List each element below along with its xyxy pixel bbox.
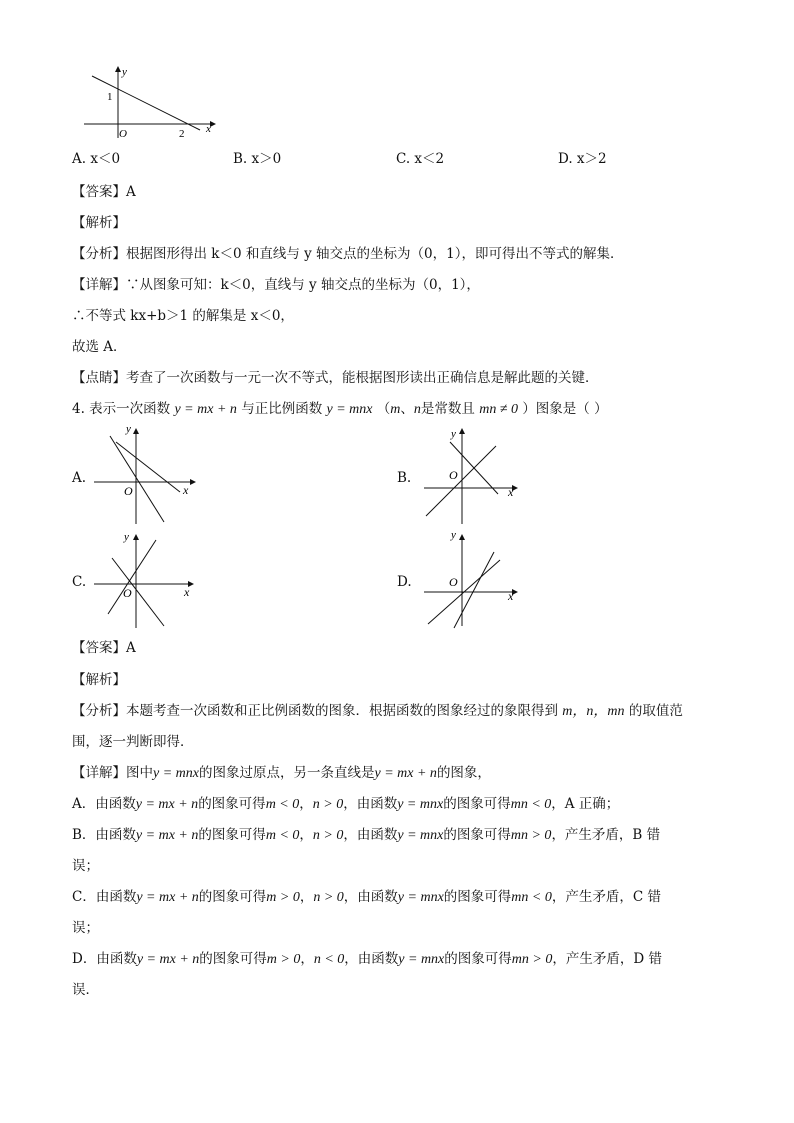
q4-row-b-c2: n > 0 xyxy=(312,828,344,843)
q4-formula-proportional: y = mnx xyxy=(326,402,373,417)
q4b-x-label: x xyxy=(508,485,514,499)
q4-row-d xyxy=(72,949,662,970)
q3-option-d: D. x＞2 xyxy=(558,151,607,167)
q4d-line-2 xyxy=(454,552,494,628)
q3-x-arrow xyxy=(210,121,216,127)
q4a-y-label: y xyxy=(126,423,131,435)
q4-graph-a-label: A. xyxy=(72,470,87,486)
q4-cond-text: 是常数且 xyxy=(420,401,475,417)
q4-row-d-by: ，由函数 xyxy=(344,951,399,967)
q4-detail-intro xyxy=(72,763,491,784)
q4-detail-a: 【详解】图中 xyxy=(72,765,153,781)
q4b-origin-label: O xyxy=(449,468,458,482)
q4-row-a-of2: 的图象可得 xyxy=(443,796,511,812)
q4-row-b-wrap: 误； xyxy=(72,858,99,874)
q4-stem-mid: 与正比例函数 xyxy=(241,401,323,417)
q4-row-c-c3: mn < 0 xyxy=(511,890,552,905)
q3-option-a: A. x＜0 xyxy=(72,151,121,167)
q4-row-c-of2: 的图象可得 xyxy=(443,889,512,905)
q4-row-c-f1: y = mx + n xyxy=(136,890,199,905)
q3-y-label: y xyxy=(122,66,127,78)
q4c-x-label: x xyxy=(184,585,190,599)
q4b-y-arrow xyxy=(459,428,465,434)
q3-origin-label: O xyxy=(119,128,127,140)
q4-row-c-f2: y = mnx xyxy=(397,890,444,905)
q3-comment: 【点睛】考查了一次函数与一元一次不等式，能根据图形读出正确信息是解此题的关键． xyxy=(72,370,599,386)
q3-answer: 【答案】A xyxy=(72,184,136,200)
q4-answer: 【答案】A xyxy=(72,640,136,656)
q4-row-c-by: ，由函数 xyxy=(343,889,398,905)
q3-y-arrow xyxy=(115,66,121,72)
q3-y-intercept: 1 xyxy=(107,91,113,103)
q4-graph-b-label: B. xyxy=(397,470,412,486)
q4-row-c-c1: m > 0 xyxy=(266,890,300,905)
q4-row-d-of2: 的图象可得 xyxy=(444,951,512,967)
q4-row-b-by: ，由函数 xyxy=(343,827,398,843)
q4-row-d-comma: ， xyxy=(300,951,314,967)
q4-stem xyxy=(72,399,608,420)
q4-stem-prefix: 4. 表示一次函数 xyxy=(72,401,171,417)
q4-stem-suffix: ）图象是（ ） xyxy=(522,401,608,417)
q3-option-c: C. x＜2 xyxy=(396,151,445,167)
q4d-x-label: x xyxy=(508,589,514,603)
q3-detail-2: ∴不等式 kx+b＞1 的解集是 x＜0， xyxy=(72,308,294,324)
q4-row-b-c1: m < 0 xyxy=(265,828,300,843)
q4-paren-open: （ xyxy=(376,401,391,417)
q4-row-b-c3: mn > 0 xyxy=(510,828,552,843)
q4-row-b-of2: 的图象可得 xyxy=(443,827,511,843)
q4-row-d-f2: y = mnx xyxy=(398,952,445,967)
q3-detail-1: 【详解】∵从图象可知：k＜0，直线与 y 轴交点的坐标为（0，1）， xyxy=(72,277,480,293)
q4-var-n: n xyxy=(413,402,421,417)
q3-detail-3: 故选 A． xyxy=(72,339,127,355)
q4-row-c-wrap: 误； xyxy=(72,920,99,936)
q3-x-label: x xyxy=(206,123,211,135)
q4d-origin-label: O xyxy=(449,575,458,589)
q4-graph-b xyxy=(420,422,530,528)
q4-row-a-c3: mn < 0 xyxy=(510,797,552,812)
q3-graph xyxy=(80,62,220,142)
q4-row-a-c2: n > 0 xyxy=(312,797,344,812)
q4-analysis-1a: 【分析】本题考查一次函数和正比例函数的图象．根据函数的图象经过的象限得到 xyxy=(72,703,558,719)
q4b-y-label: y xyxy=(451,428,456,440)
q4-graph-c xyxy=(90,528,200,632)
q4-detail-f1: y = mx + n xyxy=(374,766,437,781)
q4c-y-label: y xyxy=(124,531,129,543)
q4a-x-arrow xyxy=(190,479,196,485)
q4-row-c-comma: ， xyxy=(299,889,314,905)
q4-row-b-comma: ， xyxy=(299,827,313,843)
q4-row-a-of: 的图象可得 xyxy=(198,796,266,812)
q4-row-a-c1: m < 0 xyxy=(265,797,300,812)
q4-row-d-f1: y = mx + n xyxy=(136,952,200,967)
q4a-origin-label: O xyxy=(124,484,133,498)
q4-row-a-f1: y = mx + n xyxy=(135,797,199,812)
q4-row-b-f1: y = mx + n xyxy=(135,828,199,843)
q4-detail-b: 的图象过原点，另一条直线是 xyxy=(199,765,375,781)
q4-row-d-c1: m > 0 xyxy=(266,952,301,967)
q4-row-d-tail: ，产生矛盾，D 错 xyxy=(552,951,662,967)
q4-row-b-lead: B．由函数 xyxy=(72,827,136,843)
q4-row-d-c2: n < 0 xyxy=(313,952,345,967)
q4-row-c-c2: n > 0 xyxy=(313,890,344,905)
q4-analysis-head: 【解析】 xyxy=(72,672,126,688)
q3-analysis: 【分析】根据图形得出 k＜0 和直线与 y 轴交点的坐标为（0，1），即可得出不等式的解集． xyxy=(72,246,624,262)
q4-row-d-c3: mn > 0 xyxy=(511,952,553,967)
q4-analysis-vars: m，n，mn xyxy=(562,704,625,719)
q4-var-m: m xyxy=(390,402,401,417)
q4-detail-f2: y = mnx xyxy=(153,766,199,781)
q4-sep: 、 xyxy=(400,401,414,417)
q4-analysis-1b: 的取值范 xyxy=(628,703,683,719)
q3-analysis-head: 【解析】 xyxy=(72,215,126,231)
q4-row-c xyxy=(72,887,661,908)
q4-formula-linear: y = mx + n xyxy=(174,402,237,417)
q4-row-a-tail: ，A 正确； xyxy=(551,796,620,812)
q4-row-b-f2: y = mnx xyxy=(397,828,444,843)
q4-detail-c: 的图象， xyxy=(436,765,491,781)
q4-row-a-by: ，由函数 xyxy=(343,796,398,812)
q4a-x-label: x xyxy=(183,483,189,497)
q4-graph-d-label: D. xyxy=(397,574,412,590)
q4-row-a-f2: y = mnx xyxy=(397,797,444,812)
q4-graph-d xyxy=(420,526,530,632)
q4-cond: mn ≠ 0 xyxy=(479,402,519,417)
q4-row-c-of: 的图象可得 xyxy=(198,889,267,905)
q4-row-c-lead: C．由函数 xyxy=(72,889,137,905)
q4a-y-arrow xyxy=(133,428,139,434)
q4-row-a xyxy=(72,794,619,815)
q3-x-intercept: 2 xyxy=(179,128,185,140)
q4-row-a-lead: A．由函数 xyxy=(72,796,136,812)
q4-graph-c-label: C. xyxy=(72,574,87,590)
q4c-line-1 xyxy=(108,540,156,614)
q4a-line-1 xyxy=(110,436,164,522)
q4-row-a-comma: ， xyxy=(299,796,313,812)
q4-row-b-of: 的图象可得 xyxy=(198,827,266,843)
q4-analysis-1 xyxy=(72,701,683,722)
q4d-y-arrow xyxy=(459,534,465,540)
q4-row-b xyxy=(72,825,660,846)
q4-row-b-tail: ，产生矛盾，B 错 xyxy=(551,827,661,843)
q3-line xyxy=(92,76,200,130)
q4-graph-a xyxy=(90,422,200,528)
q4c-y-arrow xyxy=(133,534,139,540)
q4d-y-label: y xyxy=(451,529,456,541)
q4-row-c-tail: ，产生矛盾，C 错 xyxy=(551,889,661,905)
q4c-origin-label: O xyxy=(123,586,132,600)
q4-row-d-of: 的图象可得 xyxy=(199,951,267,967)
q4-row-d-wrap: 误． xyxy=(72,982,99,998)
q4-analysis-2: 围，逐一判断即得． xyxy=(72,734,194,750)
q3-option-b: B. x＞0 xyxy=(233,151,282,167)
q4-row-d-lead: D．由函数 xyxy=(72,951,137,967)
